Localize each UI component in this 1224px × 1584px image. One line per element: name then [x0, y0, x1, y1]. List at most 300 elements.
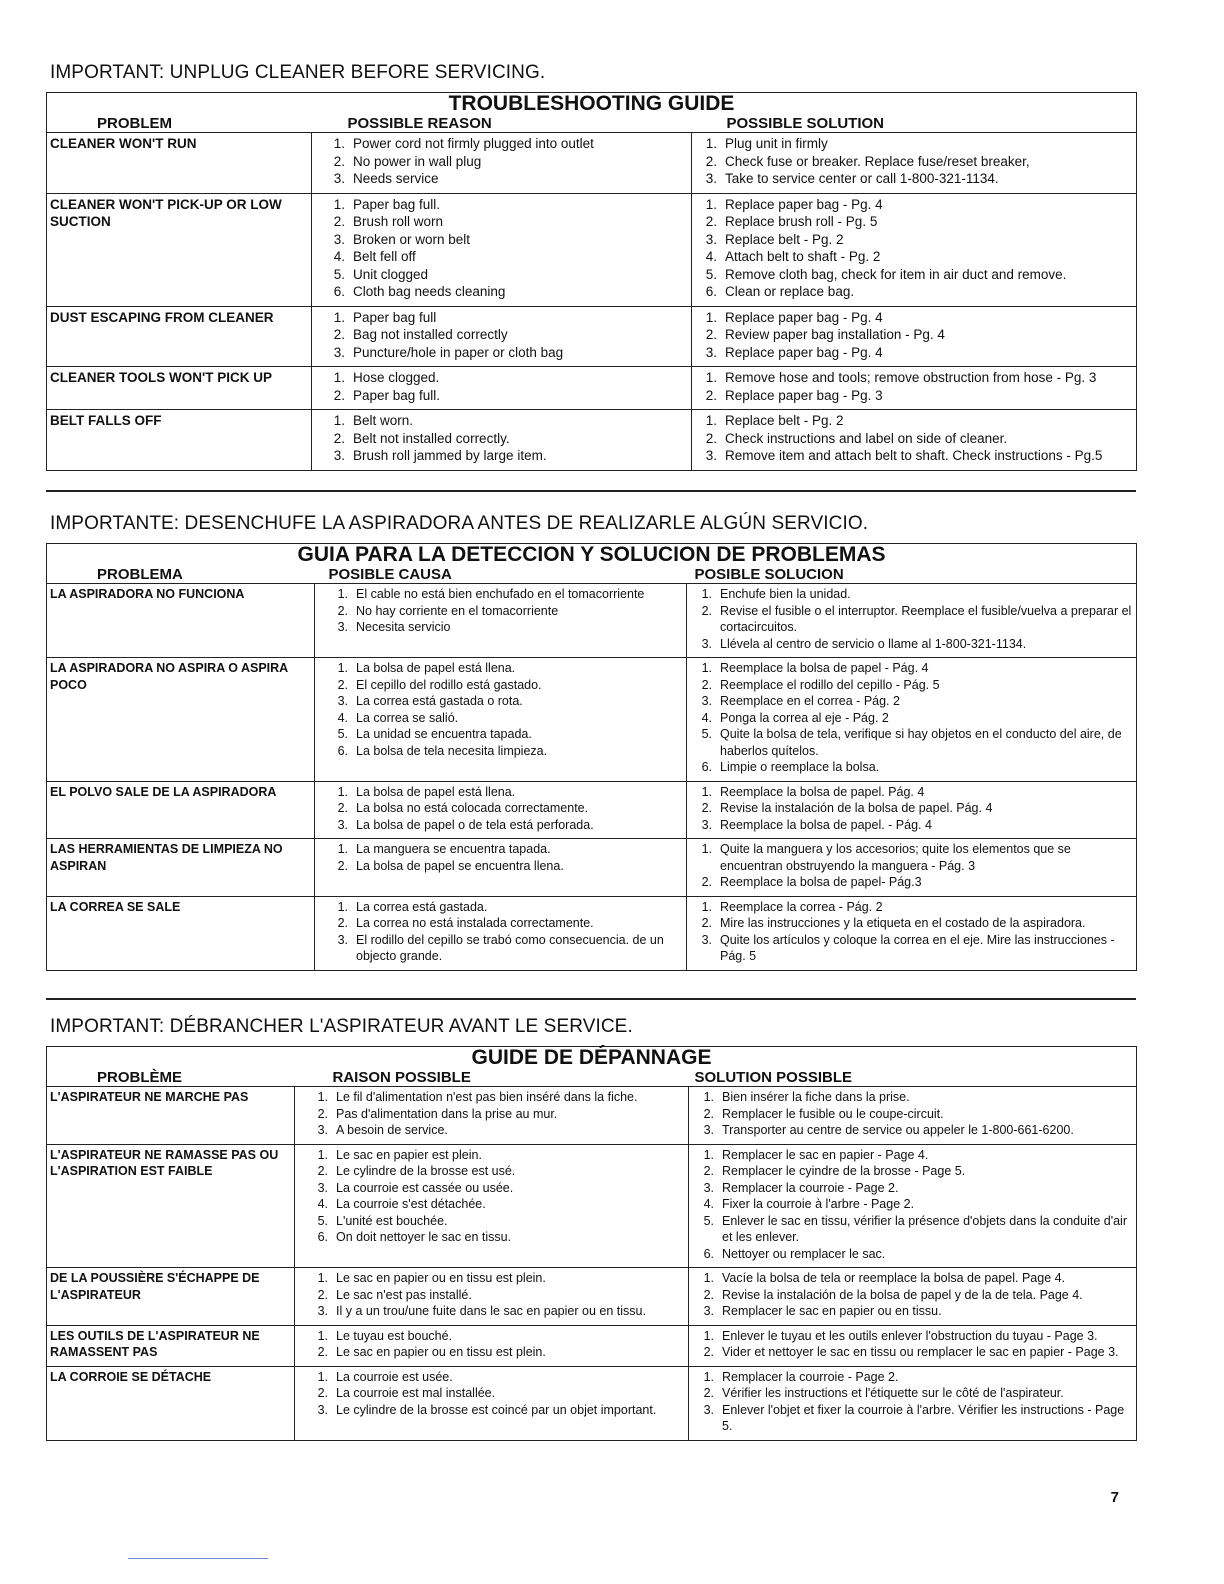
- item-number: 5.: [333, 266, 345, 282]
- solution-list: [690, 841, 1133, 891]
- item-number: 3.: [703, 1180, 714, 1195]
- problem-cell: CLEANER WON'T PICK-UP OR LOW SUCTION: [47, 193, 312, 306]
- reason-list: [318, 660, 683, 759]
- item-number: 3.: [317, 1304, 328, 1318]
- item-text: La courroie s'est détachée.: [336, 1197, 486, 1211]
- list-item: [692, 1287, 1133, 1304]
- list-item: [692, 1402, 1133, 1435]
- item-number: 5.: [703, 1213, 714, 1228]
- list-item: [315, 170, 688, 188]
- item-number: 1.: [701, 784, 712, 799]
- list-item: [690, 932, 1133, 965]
- item-number: 1.: [337, 784, 348, 799]
- item-text: Vider et nettoyer le sac en tissu ou remplacer le sac en papier - Page 3.: [722, 1345, 1119, 1359]
- item-number: 3.: [705, 231, 717, 247]
- item-number: 3.: [337, 694, 348, 708]
- item-text: Bien insérer la fiche dans la prise.: [722, 1090, 910, 1104]
- item-text: On doit nettoyer le sac en tissu.: [336, 1230, 512, 1244]
- list-item: [315, 135, 688, 153]
- item-number: 2.: [333, 430, 345, 446]
- item-number: 2.: [317, 1386, 328, 1400]
- list-item: [318, 660, 683, 677]
- item-number: 1.: [337, 899, 348, 914]
- list-item: [315, 430, 688, 448]
- item-text: Le sac en papier ou en tissu est plein.: [336, 1271, 546, 1285]
- item-number: 1.: [701, 661, 712, 675]
- problem-cell: BELT FALLS OFF: [47, 410, 312, 471]
- item-text: Replace paper bag - Pg. 4: [725, 344, 883, 360]
- item-number: 2.: [701, 875, 712, 889]
- item-text: La courroie est cassée ou usée.: [336, 1180, 514, 1195]
- item-number: 2.: [701, 801, 712, 815]
- table-row: [47, 584, 1137, 658]
- list-item: [318, 915, 683, 932]
- item-number: 1.: [701, 842, 712, 856]
- item-text: Remplacer le cyindre de la brosse - Page 5.: [722, 1164, 966, 1178]
- item-text: Reemplace la bolsa de papel. - Pág. 4: [720, 817, 932, 832]
- item-text: Quite los artículos y coloque la correa en el eje. Mire las instrucciones - Pág. 5: [720, 932, 1115, 963]
- list-item: [690, 915, 1133, 932]
- item-text: Cloth bag needs cleaning: [353, 284, 506, 299]
- solution-list: [695, 369, 1133, 404]
- item-text: Llévela al centro de servicio o llame al 1-800-321-1134.: [720, 636, 1027, 651]
- item-text: Nettoyer ou remplacer le sac.: [722, 1246, 886, 1261]
- item-number: 2.: [703, 1386, 714, 1400]
- item-text: Replace belt - Pg. 2: [725, 413, 844, 428]
- item-text: La manguera se encuentra tapada.: [356, 842, 551, 856]
- item-number: 1.: [337, 661, 348, 675]
- list-item: [690, 759, 1133, 776]
- item-text: Le tuyau est bouché.: [336, 1328, 453, 1343]
- item-text: La correa está gastada o rota.: [356, 694, 523, 708]
- list-item: [318, 586, 683, 603]
- list-item: [695, 309, 1133, 327]
- reason-list: [318, 899, 683, 965]
- item-number: 3.: [703, 1304, 714, 1318]
- list-item: [298, 1303, 685, 1320]
- list-item: [692, 1385, 1133, 1402]
- list-item: [692, 1369, 1133, 1386]
- item-text: Le cylindre de la brosse est coincé par un objet important.: [336, 1402, 657, 1417]
- problem-cell: L'ASPIRATEUR NE MARCHE PAS: [47, 1087, 295, 1145]
- item-number: 1.: [703, 1090, 714, 1104]
- list-item: [690, 636, 1133, 653]
- item-number: 1.: [333, 136, 345, 151]
- reason-cell: [312, 410, 692, 471]
- item-number: 2.: [317, 1345, 328, 1359]
- item-number: 2.: [337, 858, 348, 873]
- solution-list: [692, 1369, 1133, 1435]
- list-item: [315, 326, 688, 344]
- list-item: [690, 586, 1133, 603]
- item-number: 3.: [701, 817, 712, 832]
- item-number: 3.: [703, 1402, 714, 1417]
- item-number: 1.: [705, 370, 717, 385]
- solution-cell: [687, 896, 1137, 970]
- item-number: 3.: [333, 344, 345, 360]
- list-item: [318, 817, 683, 834]
- list-item: [315, 266, 688, 284]
- solution-cell: [692, 193, 1137, 306]
- list-item: [298, 1196, 685, 1213]
- item-text: Ponga la correa al eje - Pág. 2: [720, 710, 889, 725]
- item-number: 6.: [337, 743, 348, 758]
- solution-cell: [689, 1366, 1137, 1440]
- item-number: 2.: [705, 214, 717, 229]
- item-number: 2.: [317, 1106, 328, 1121]
- item-number: 2.: [333, 214, 345, 229]
- page-number: 7: [1110, 1489, 1119, 1506]
- list-item: [298, 1089, 685, 1106]
- item-text: No hay corriente en el tomacorriente: [356, 603, 559, 618]
- item-text: A besoin de service.: [336, 1123, 448, 1137]
- item-text: La unidad se encuentra tapada.: [356, 727, 532, 741]
- list-item: [315, 248, 688, 266]
- item-text: Unit clogged: [353, 266, 429, 282]
- item-text: Plug unit in firmly: [725, 136, 828, 151]
- item-number: 1.: [317, 1369, 328, 1384]
- problem-cell: EL POLVO SALE DE LA ASPIRADORA: [47, 781, 315, 839]
- item-text: Needs service: [353, 171, 439, 186]
- header-problem: PROBLEMA: [47, 566, 315, 584]
- list-item: [695, 196, 1133, 214]
- troubleshooting-table: [46, 543, 1137, 971]
- list-item: [695, 248, 1133, 266]
- list-item: [690, 693, 1133, 710]
- item-text: Belt not installed correctly.: [353, 430, 510, 446]
- table-row: [47, 133, 1137, 194]
- item-text: El cepillo del rodillo está gastado.: [356, 677, 542, 692]
- list-item: [298, 1163, 685, 1180]
- item-text: Reemplace la bolsa de papel. Pág. 4: [720, 784, 925, 799]
- item-text: Enlever l'objet et fixer la courroie à l'arbre. Vérifier les instructions - Page 5.: [722, 1402, 1125, 1433]
- item-number: 6.: [701, 760, 712, 774]
- item-number: 1.: [705, 413, 717, 428]
- list-item: [695, 283, 1133, 301]
- item-text: Le cylindre de la brosse est usé.: [336, 1164, 516, 1178]
- item-number: 3.: [705, 448, 717, 463]
- item-text: La correa no está instalada correctamente.: [356, 916, 594, 930]
- item-number: 1.: [701, 587, 712, 601]
- item-text: Replace paper bag - Pg. 4: [725, 196, 883, 212]
- list-item: [690, 710, 1133, 727]
- reason-list: [298, 1369, 685, 1419]
- reason-cell: [312, 193, 692, 306]
- item-number: 4.: [701, 710, 712, 725]
- item-text: Enlever le sac en tissu, vérifier la présence d'objets dans la conduite d'air et les enlever.: [722, 1213, 1127, 1244]
- list-item: [298, 1229, 685, 1246]
- header-solution: POSIBLE SOLUCION: [687, 566, 1137, 584]
- list-item: [692, 1328, 1133, 1345]
- item-text: Mire las instrucciones y la etiqueta en el costado de la aspiradora.: [720, 916, 1086, 930]
- problem-cell: CLEANER WON'T RUN: [47, 133, 312, 194]
- item-text: Review paper bag installation - Pg. 4: [725, 327, 945, 342]
- solution-list: [692, 1270, 1133, 1320]
- list-item: [318, 784, 683, 801]
- item-text: Reemplace el rodillo del cepillo - Pág. 5: [720, 677, 940, 692]
- table-row: [47, 410, 1137, 471]
- solution-list: [690, 660, 1133, 776]
- item-number: 3.: [333, 448, 345, 463]
- solution-list: [692, 1147, 1133, 1263]
- list-item: [695, 344, 1133, 362]
- item-number: 1.: [701, 899, 712, 914]
- header-solution: POSSIBLE SOLUTION: [692, 115, 1137, 133]
- item-number: 4.: [333, 249, 345, 264]
- reason-list: [315, 135, 688, 188]
- item-number: 2.: [703, 1164, 714, 1178]
- solution-list: [695, 412, 1133, 465]
- item-text: Necesita servicio: [356, 620, 451, 634]
- table-row: [47, 193, 1137, 306]
- item-text: Quite la manguera y los accesorios; quite los elementos que se encuentran obstruyendo la manguera - Pág. 3: [720, 842, 1071, 873]
- list-item: [315, 153, 688, 171]
- list-item: [695, 369, 1133, 387]
- list-item: [695, 153, 1133, 171]
- solution-list: [695, 309, 1133, 362]
- list-item: [298, 1106, 685, 1123]
- list-item: [318, 619, 683, 636]
- item-number: 3.: [337, 817, 348, 832]
- item-number: 3.: [337, 620, 348, 634]
- problem-cell: LES OUTILS DE L'ASPIRATEUR NE RAMASSENT PAS: [47, 1325, 295, 1366]
- item-text: Replace belt - Pg. 2: [725, 231, 844, 247]
- item-number: 1.: [705, 196, 717, 212]
- item-number: 5.: [701, 727, 712, 741]
- solution-cell: [692, 367, 1137, 410]
- item-text: Replace paper bag - Pg. 4: [725, 309, 883, 325]
- item-text: La bolsa no está colocada correctamente.: [356, 801, 589, 815]
- problem-cell: LA ASPIRADORA NO ASPIRA O ASPIRA POCO: [47, 658, 315, 782]
- solution-cell: [692, 306, 1137, 367]
- reason-cell: [295, 1144, 689, 1268]
- solution-cell: [689, 1325, 1137, 1366]
- item-number: 2.: [337, 801, 348, 815]
- list-item: [298, 1147, 685, 1164]
- list-item: [298, 1402, 685, 1419]
- solution-cell: [687, 584, 1137, 658]
- solution-cell: [689, 1268, 1137, 1326]
- item-number: 1.: [337, 587, 348, 601]
- list-item: [318, 677, 683, 694]
- reason-list: [315, 369, 688, 404]
- list-item: [695, 447, 1133, 465]
- item-number: 3.: [333, 231, 345, 247]
- item-number: 2.: [337, 603, 348, 618]
- item-text: Clean or replace bag.: [725, 284, 855, 299]
- list-item: [315, 344, 688, 362]
- list-item: [692, 1122, 1133, 1139]
- item-text: Power cord not firmly plugged into outlet: [353, 136, 594, 151]
- solution-list: [695, 135, 1133, 188]
- reason-cell: [315, 839, 687, 897]
- item-text: Take to service center or call 1-800-321-1134.: [725, 171, 999, 186]
- item-text: Le sac en papier ou en tissu est plein.: [336, 1345, 546, 1359]
- list-item: [298, 1122, 685, 1139]
- item-number: 3.: [317, 1402, 328, 1417]
- item-number: 1.: [333, 413, 345, 428]
- item-text: Replace brush roll - Pg. 5: [725, 214, 878, 229]
- solution-list: [690, 784, 1133, 834]
- header-reason: RAISON POSSIBLE: [295, 1069, 689, 1087]
- item-text: La courroie est usée.: [336, 1369, 453, 1384]
- item-text: L'unité est bouchée.: [336, 1213, 448, 1228]
- item-text: Remplacer la courroie - Page 2.: [722, 1369, 899, 1384]
- header-problem: PROBLÈME: [47, 1069, 295, 1087]
- item-text: Replace paper bag - Pg. 3: [725, 387, 883, 403]
- troubleshooting-table: [46, 1046, 1137, 1441]
- item-text: Le fil d'alimentation n'est pas bien inséré dans la fiche.: [336, 1090, 638, 1104]
- list-item: [692, 1089, 1133, 1106]
- reason-list: [315, 412, 688, 465]
- item-text: Limpie o reemplace la bolsa.: [720, 760, 880, 774]
- item-text: Revise la instalación de la bolsa de papel. Pág. 4: [720, 801, 993, 815]
- table-row: [47, 781, 1137, 839]
- list-item: [695, 213, 1133, 231]
- item-number: 2.: [705, 430, 717, 446]
- item-text: Remplacer la courroie - Page 2.: [722, 1180, 899, 1195]
- item-number: 3.: [337, 932, 348, 947]
- list-item: [298, 1270, 685, 1287]
- item-number: 4.: [317, 1197, 328, 1211]
- item-text: Puncture/hole in paper or cloth bag: [353, 344, 564, 360]
- list-item: [692, 1270, 1133, 1287]
- item-number: 2.: [703, 1287, 714, 1302]
- item-text: La correa está gastada.: [356, 899, 488, 914]
- solution-cell: [687, 658, 1137, 782]
- list-item: [318, 743, 683, 760]
- item-text: Remplacer le fusible ou le coupe-circuit.: [722, 1106, 944, 1121]
- list-item: [692, 1147, 1133, 1164]
- list-item: [318, 858, 683, 875]
- item-number: 2.: [703, 1345, 714, 1359]
- reason-cell: [312, 306, 692, 367]
- item-text: Reemplace en el correa - Pág. 2: [720, 694, 900, 708]
- item-text: Pas d'alimentation dans la prise au mur.: [336, 1106, 558, 1121]
- list-item: [318, 932, 683, 965]
- list-item: [690, 841, 1133, 874]
- reason-list: [315, 196, 688, 301]
- table-row: [47, 367, 1137, 410]
- list-item: [692, 1163, 1133, 1180]
- reason-cell: [312, 367, 692, 410]
- item-text: Le sac en papier est plein.: [336, 1147, 482, 1162]
- item-number: 3.: [317, 1180, 328, 1195]
- solution-cell: [689, 1144, 1137, 1268]
- item-text: Le sac n'est pas installé.: [336, 1287, 472, 1302]
- item-number: 1.: [705, 136, 717, 151]
- item-number: 2.: [701, 677, 712, 692]
- list-item: [690, 899, 1133, 916]
- item-text: La bolsa de papel se encuentra llena.: [356, 858, 564, 873]
- reason-list: [315, 309, 688, 362]
- list-item: [690, 817, 1133, 834]
- solution-cell: [689, 1087, 1137, 1145]
- item-text: Transporter au centre de service ou appeler le 1-800-661-6200.: [722, 1123, 1074, 1137]
- reason-cell: [295, 1325, 689, 1366]
- problem-cell: CLEANER TOOLS WON'T PICK UP: [47, 367, 312, 410]
- item-number: 4.: [337, 710, 348, 725]
- reason-cell: [295, 1087, 689, 1145]
- reason-list: [318, 586, 683, 636]
- item-text: Paper bag full.: [353, 196, 441, 212]
- item-number: 1.: [333, 196, 345, 212]
- list-item: [695, 231, 1133, 249]
- list-item: [315, 196, 688, 214]
- item-number: 1.: [705, 309, 717, 325]
- divider: [46, 490, 1136, 492]
- list-item: [318, 726, 683, 743]
- list-item: [315, 387, 688, 405]
- list-item: [298, 1213, 685, 1230]
- solution-list: [692, 1089, 1133, 1139]
- item-number: 3.: [317, 1123, 328, 1137]
- item-text: Revise la instalación de la bolsa de papel y de la de tela. Page 4.: [722, 1287, 1083, 1302]
- item-number: 1.: [703, 1147, 714, 1162]
- item-text: Brush roll jammed by large item.: [353, 448, 547, 463]
- item-number: 2.: [701, 916, 712, 930]
- table-row: [47, 658, 1137, 782]
- item-text: La bolsa de tela necesita limpieza.: [356, 743, 548, 758]
- item-number: 2.: [705, 153, 717, 169]
- list-item: [692, 1344, 1133, 1361]
- item-number: 3.: [701, 932, 712, 947]
- item-text: Belt worn.: [353, 413, 414, 428]
- table-row: [47, 896, 1137, 970]
- item-text: El rodillo del cepillo se trabó como consecuencia. de un objecto grande.: [356, 932, 664, 963]
- item-number: 3.: [703, 1123, 714, 1137]
- solution-list: [690, 586, 1133, 652]
- item-text: La bolsa de papel está llena.: [356, 784, 516, 799]
- item-text: Bag not installed correctly: [353, 327, 508, 342]
- problem-cell: L'ASPIRATEUR NE RAMASSE PAS OU L'ASPIRATION EST FAIBLE: [47, 1144, 295, 1268]
- list-item: [692, 1303, 1133, 1320]
- problem-cell: LA CORREA SE SALE: [47, 896, 315, 970]
- item-text: Enchufe bien la unidad.: [720, 587, 851, 601]
- reason-list: [298, 1147, 685, 1246]
- solution-list: [690, 899, 1133, 965]
- item-text: Remplacer le sac en papier ou en tissu.: [722, 1304, 942, 1318]
- reason-list: [318, 784, 683, 834]
- item-text: La bolsa de papel está llena.: [356, 661, 516, 675]
- list-item: [695, 387, 1133, 405]
- reason-list: [318, 841, 683, 874]
- problem-cell: DUST ESCAPING FROM CLEANER: [47, 306, 312, 367]
- item-text: Quite la bolsa de tela, verifique si hay objetos en el conducto del aire, de haberlos quítelos.: [720, 727, 1122, 758]
- reason-cell: [315, 658, 687, 782]
- list-item: [690, 603, 1133, 636]
- list-item: [298, 1328, 685, 1345]
- solution-cell: [692, 410, 1137, 471]
- list-item: [695, 430, 1133, 448]
- item-text: Belt fell off: [353, 249, 416, 264]
- list-item: [690, 677, 1133, 694]
- important-notice: IMPORTANT: UNPLUG CLEANER BEFORE SERVICING.: [50, 62, 546, 83]
- table-row: [47, 1366, 1137, 1440]
- list-item: [695, 170, 1133, 188]
- item-number: 1.: [333, 370, 345, 385]
- item-number: 1.: [333, 309, 345, 325]
- section-french: [46, 1016, 1136, 1441]
- list-item: [692, 1180, 1133, 1197]
- problem-cell: LAS HERRAMIENTAS DE LIMPIEZA NO ASPIRAN: [47, 839, 315, 897]
- item-number: 2.: [337, 916, 348, 930]
- item-text: Brush roll worn: [353, 214, 444, 229]
- item-number: 3.: [705, 344, 717, 360]
- item-text: Paper bag full: [353, 309, 437, 325]
- item-number: 2.: [333, 153, 345, 169]
- item-number: 2.: [705, 327, 717, 342]
